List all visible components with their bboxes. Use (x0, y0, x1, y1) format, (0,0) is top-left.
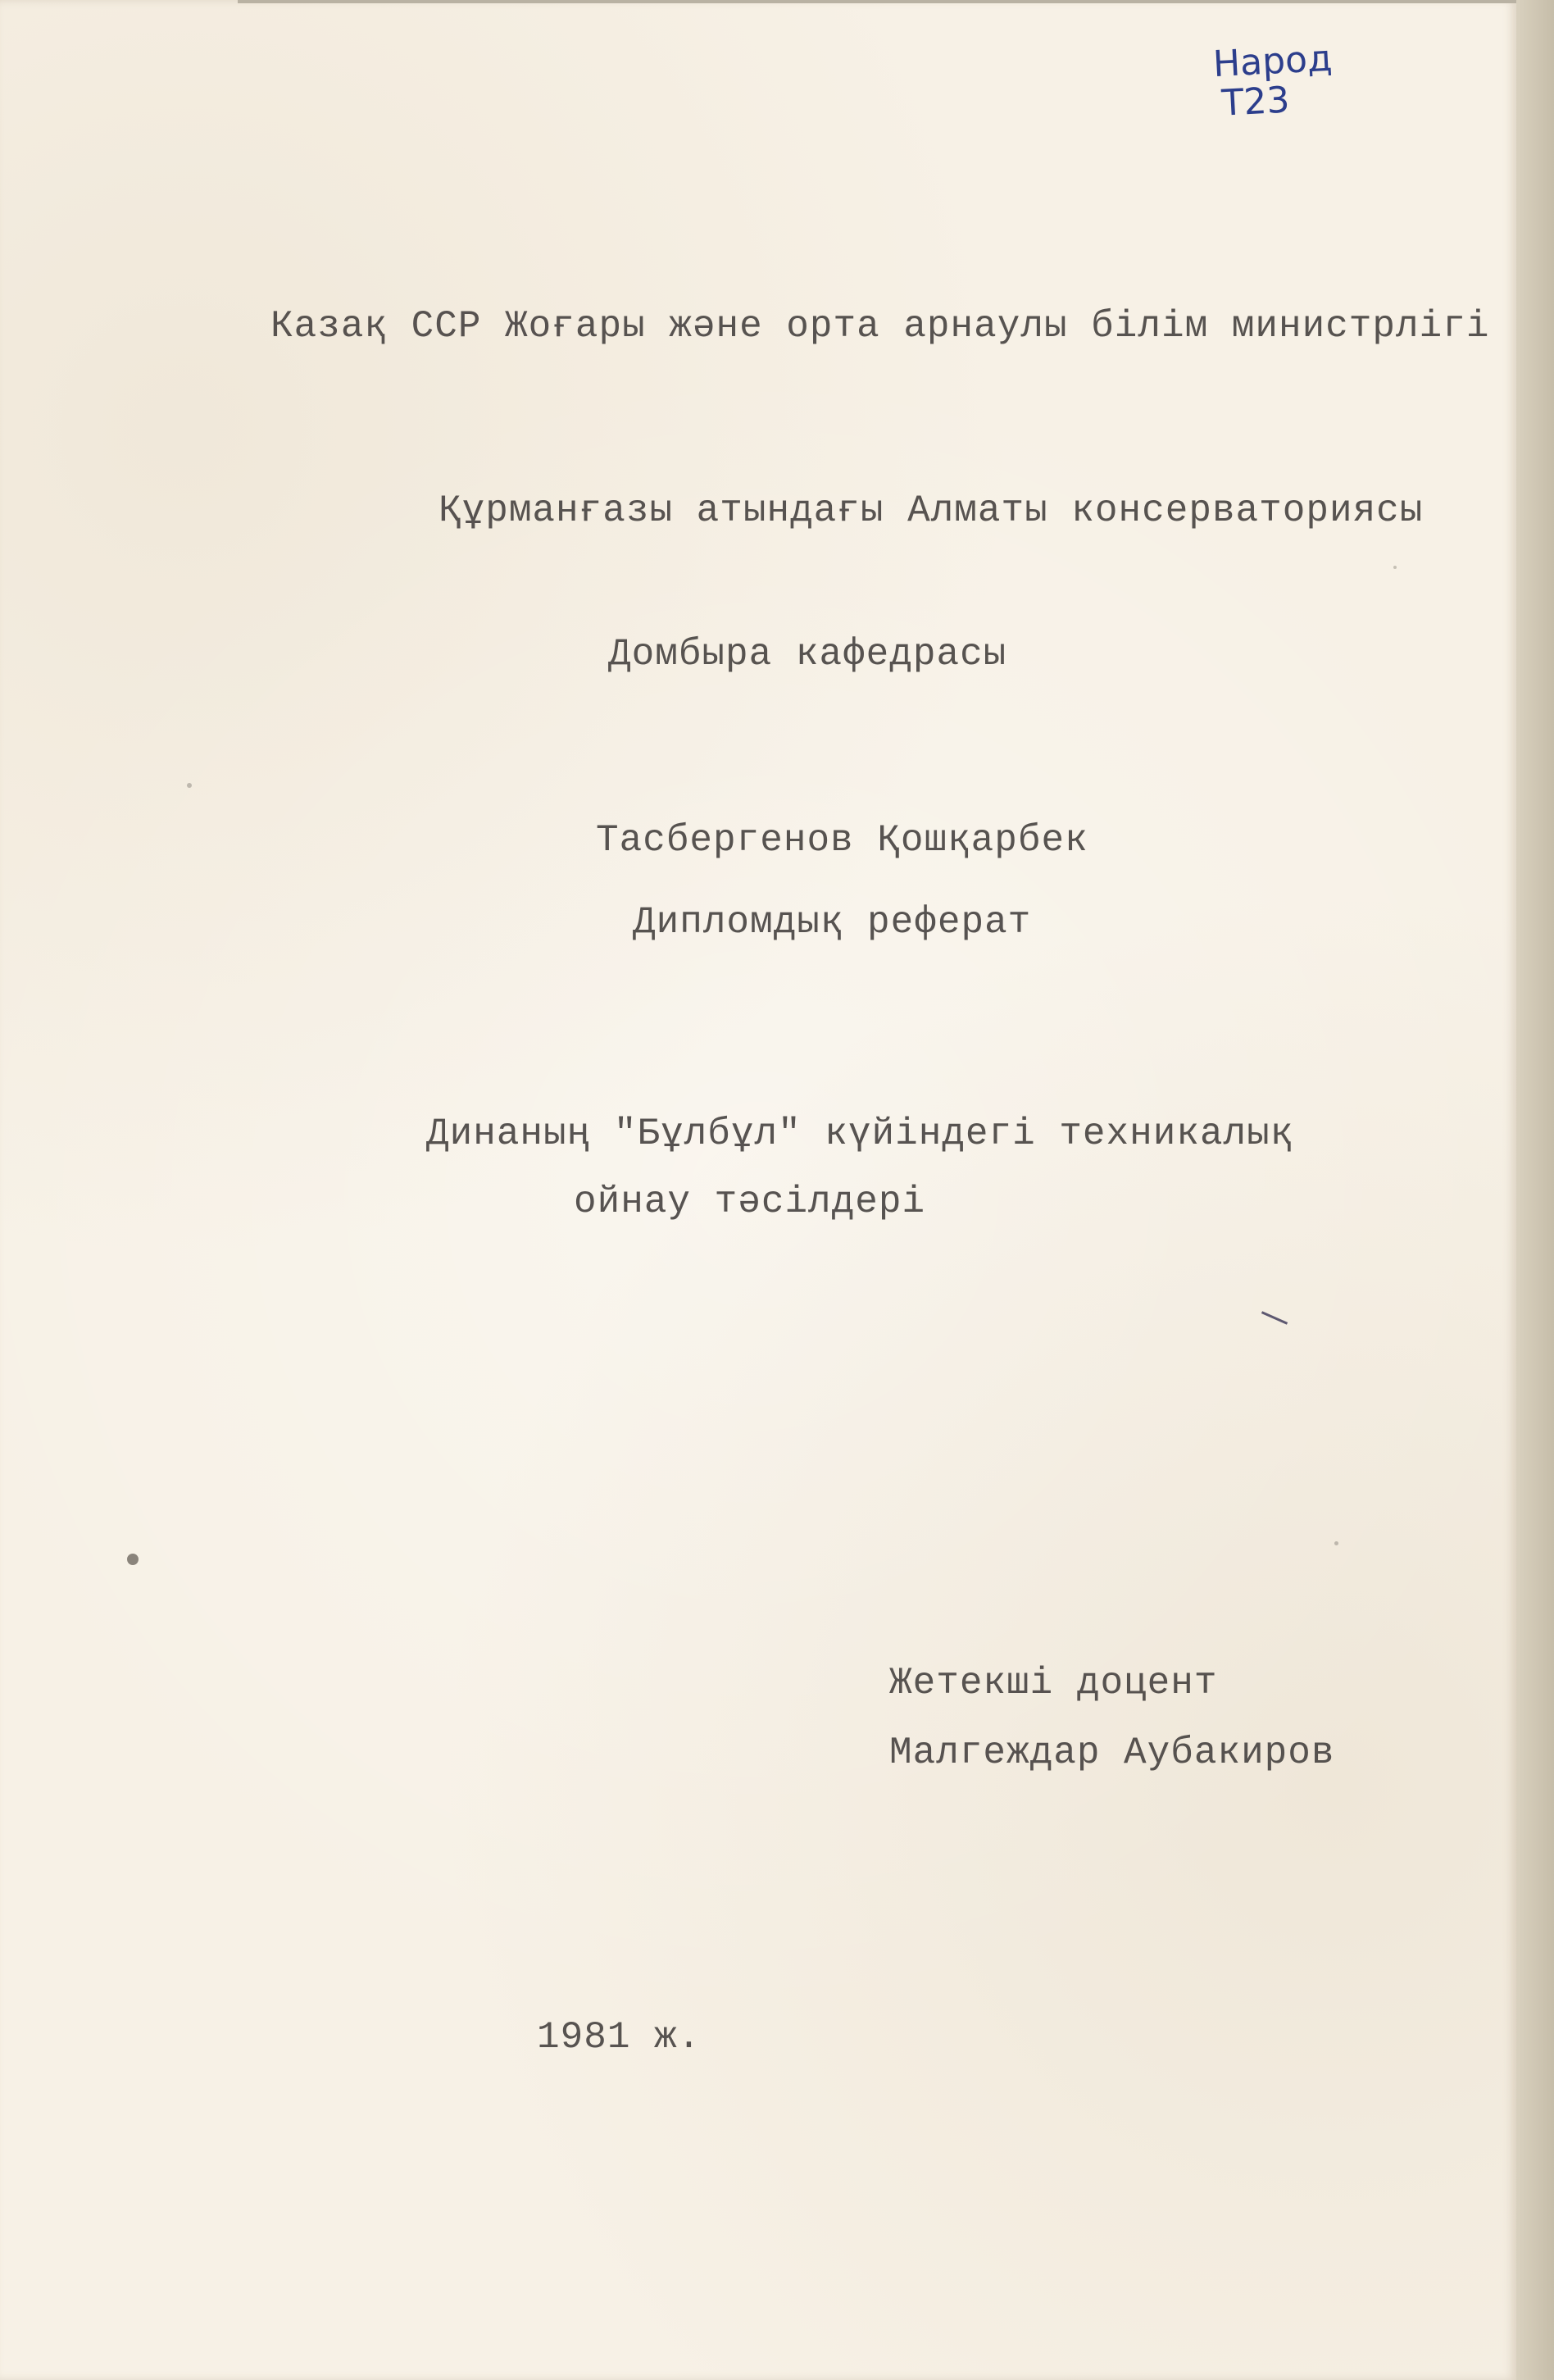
handwritten-note-line-2: T23 (1220, 79, 1291, 125)
page-top-edge (238, 0, 1516, 3)
paper-speck (1334, 1541, 1338, 1545)
author-name: Тасбергенов Қошқарбек (596, 819, 1088, 862)
paper-speck (127, 1554, 139, 1565)
thesis-title-line-1: Динаның "Бұлбұл" күйіндегі техникалық (426, 1113, 1294, 1155)
department-line: Домбыра кафедрасы (608, 633, 1007, 676)
year-line: 1981 ж. (537, 2016, 702, 2059)
work-type: Дипломдық реферат (633, 901, 1032, 944)
paper-speck (1393, 566, 1397, 569)
thesis-title-line-2: ойнау тәсілдері (574, 1181, 926, 1223)
paper-speck (187, 783, 192, 788)
supervisor-name: Малгеждар Аубакиров (889, 1732, 1335, 1774)
supervisor-role: Жетекші доцент (889, 1662, 1218, 1704)
page-edge-shadow (1516, 0, 1554, 2380)
conservatory-line: Құрманғазы атындағы Алматы консерваториясы (438, 489, 1424, 532)
pen-mark (1261, 1311, 1288, 1325)
handwritten-note-line-1: Народ (1211, 37, 1334, 86)
ministry-line: Казақ ССР Жоғары және орта арнаулы білім министрлігі (270, 305, 1490, 348)
handwritten-note (1212, 39, 1381, 145)
